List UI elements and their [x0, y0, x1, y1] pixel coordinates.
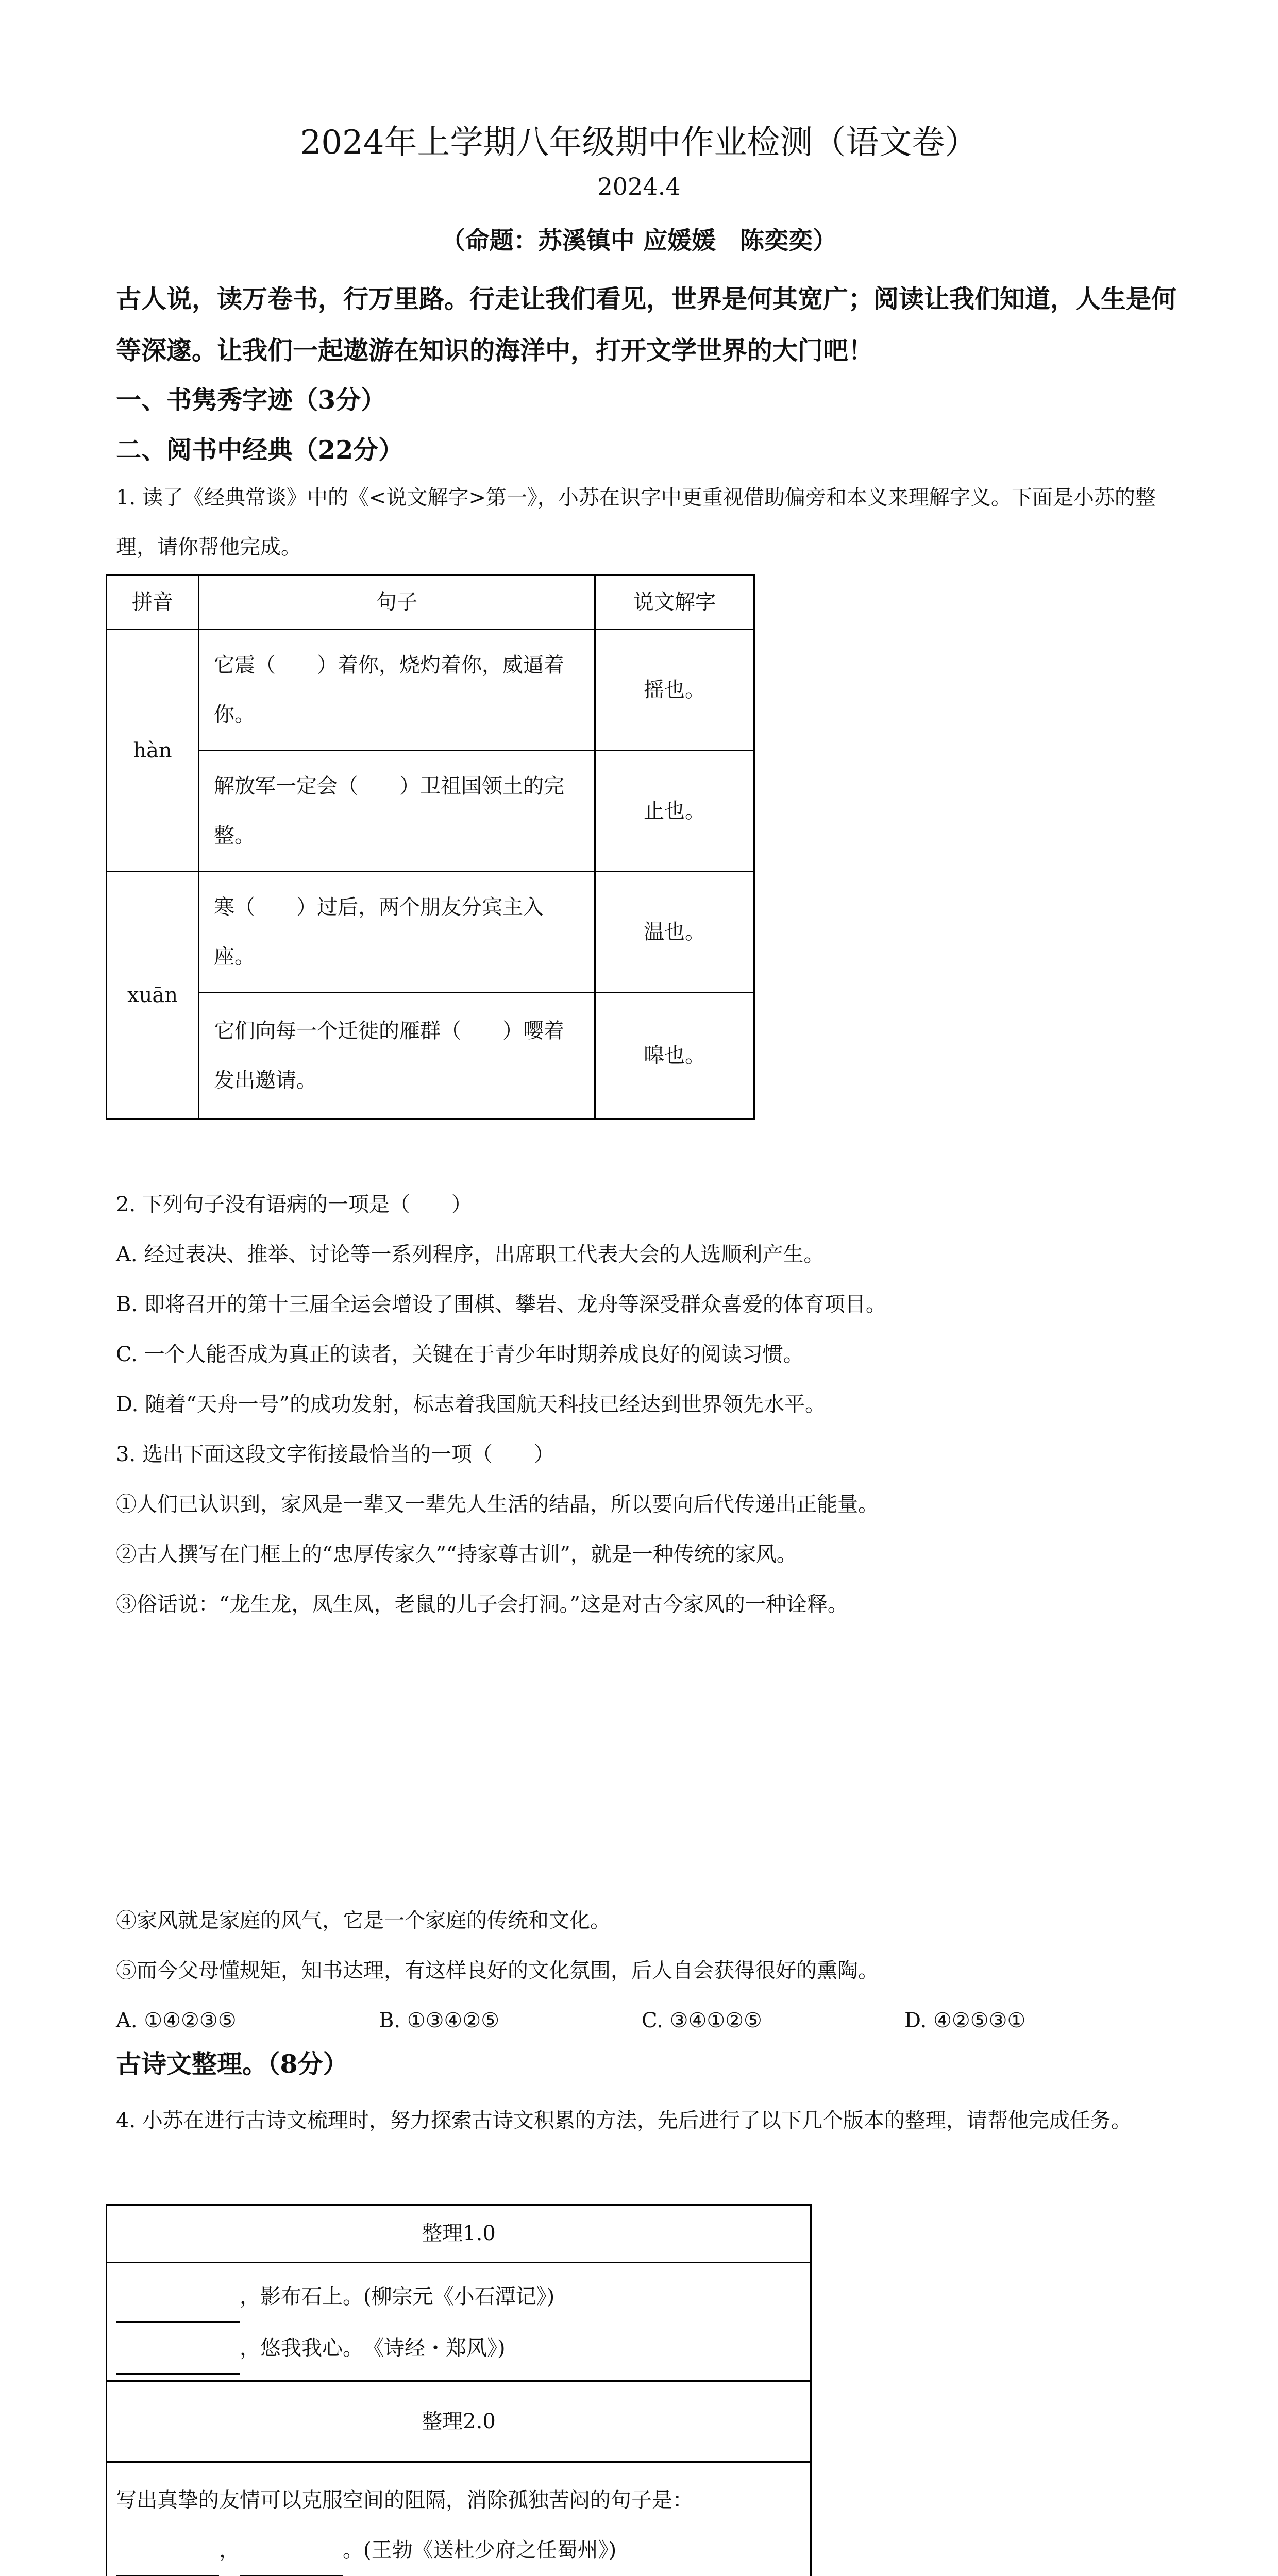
q2-option-a: A. 经过表决、推举、讨论等一系列程序，出席职工代表大会的人选顺利产生。 — [116, 1243, 825, 1266]
q3-sentence: ②古人撰写在门框上的“忠厚传家久”“持家尊古训”，就是一种传统的家风。 — [116, 1543, 797, 1566]
q1-definition: 嗥也。 — [595, 993, 754, 1119]
q4-v1-line1-text: ，影布石上。(柳宗元《小石潭记》) — [240, 2285, 555, 2309]
q1-sentence: 它们向每一个迁徙的雁群（ ）嘤着发出邀请。 — [199, 993, 595, 1119]
q4-v2-text2: 。(王勃《送杜少府之任蜀州》) — [343, 2538, 617, 2562]
page-title: 2024年上学期八年级期中作业检测（语文卷） — [300, 124, 978, 162]
q4-v2-text1: 写出真挚的友情可以克服空间的阻隔，消除孤独苦闷的句子是： — [116, 2488, 693, 2512]
answer-blank[interactable] — [116, 2526, 219, 2576]
answer-blank[interactable] — [240, 2526, 343, 2576]
question-1-stem: 1. 读了《经典常谈》中的《<说文解字>第一》，小苏在识字中更重视借助偏旁和本义来理解字义。下面是小苏的整理，请你帮他完成。 — [116, 486, 1156, 559]
q1-definition: 止也。 — [595, 751, 754, 872]
q2-option-c: C. 一个人能否成为真正的读者，关键在于青少年时期养成良好的阅读习惯。 — [116, 1343, 804, 1366]
q3-option-d: D. ④②⑤③① — [904, 2009, 1026, 2032]
q3-sentence: ④家风就是家庭的风气，它是一个家庭的传统和文化。 — [116, 1909, 611, 1933]
question-3-stem: 3. 选出下面这段文字衔接最恰当的一项（ ） — [116, 1443, 554, 1466]
q1-header-pinyin: 拼音 — [107, 575, 199, 630]
q1-sentence: 解放军一定会（ ）卫祖国领土的完整。 — [199, 751, 595, 872]
q4-v1-line1 — [116, 2272, 554, 2323]
q1-header-sentence: 句子 — [199, 575, 595, 630]
exam-authors: （命题：苏溪镇中 应媛媛 陈奕奕） — [441, 227, 837, 255]
q4-v2-title: 整理2.0 — [422, 2410, 496, 2433]
q1-sentence: 它震（ ）着你，烧灼着你，威逼着你。 — [199, 630, 595, 751]
q3-option-a: A. ①④②③⑤ — [116, 2009, 237, 2032]
q1-definition: 摇也。 — [595, 630, 754, 751]
q1-header-definition: 说文解字 — [595, 575, 754, 630]
question-4-stem: 4. 小苏在进行古诗文梳理时，努力探索古诗文积累的方法，先后进行了以下几个版本的整理，请帮他完成任务。 — [116, 2109, 1132, 2132]
q1-pinyin-han: hàn — [107, 630, 199, 872]
q1-definition: 温也。 — [595, 872, 754, 993]
q3-option-b: B. ①③④②⑤ — [379, 2009, 500, 2032]
q4-v2-line2: ， 。(王勃《送杜少府之任蜀州》) — [116, 2526, 616, 2576]
section-1-heading: 一、书隽秀字迹（3分） — [116, 385, 386, 415]
exam-date: 2024.4 — [597, 173, 681, 200]
answer-blank[interactable] — [116, 2324, 240, 2375]
section-2-heading: 二、阅书中经典（22分） — [116, 435, 404, 465]
q4-v1-line2-text: ，悠我我心。 《诗经・郑风》) — [240, 2336, 506, 2360]
q4-v1-title: 整理1.0 — [422, 2222, 496, 2245]
q3-sentence: ⑤而今父母懂规矩，知书达理，有这样良好的文化氛围，后人自会获得很好的熏陶。 — [116, 1959, 879, 1982]
q3-sentence: ③俗话说：“龙生龙，凤生凤，老鼠的儿子会打洞。”这是对古今家风的一种诠释。 — [116, 1592, 848, 1616]
q2-option-b: B. 即将召开的第十三届全运会增设了围棋、攀岩、龙舟等深受群众喜爱的体育项目。 — [116, 1293, 886, 1316]
intro-paragraph: 古人说，读万卷书，行万里路。行走让我们看见，世界是何其宽广；阅读让我们知道，人生是何等深邃。让我们一起遨游在知识的海洋中，打开文学世界的大门吧！ — [116, 284, 1177, 365]
q2-option-d: D. 随着“天舟一号”的成功发射，标志着我国航天科技已经达到世界领先水平。 — [116, 1393, 826, 1416]
q4-v2-title-cell — [106, 2380, 812, 2463]
section-3-heading: 古诗文整理。（8分） — [116, 2049, 348, 2079]
question-2-stem: 2. 下列句子没有语病的一项是（ ） — [116, 1193, 472, 1216]
q1-sentence: 寒（ ）过后，两个朋友分宾主入座。 — [199, 872, 595, 993]
q1-table — [106, 574, 755, 1120]
q1-pinyin-xuan: xuān — [107, 872, 199, 1119]
answer-blank[interactable] — [116, 2272, 240, 2323]
q4-v1-title-cell — [106, 2204, 812, 2263]
q3-sentence: ①人们已认识到，家风是一辈又一辈先人生活的结晶，所以要向后代传递出正能量。 — [116, 1493, 879, 1516]
q4-v1-line2 — [116, 2324, 506, 2375]
q3-option-c: C. ③④①②⑤ — [642, 2009, 762, 2032]
